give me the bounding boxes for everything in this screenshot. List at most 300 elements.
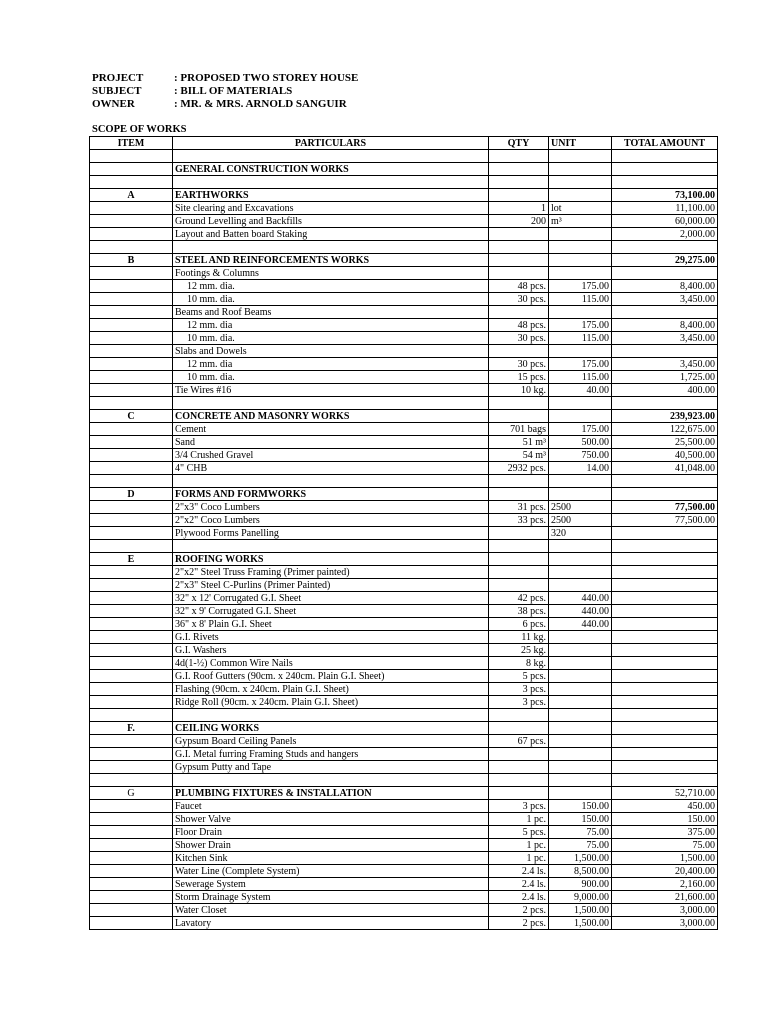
particulars-cell: Site clearing and Excavations xyxy=(173,202,489,215)
total-amount-cell: 8,400.00 xyxy=(612,280,718,293)
particulars-cell: Ground Levelling and Backfills xyxy=(173,215,489,228)
item-cell xyxy=(90,670,173,683)
qty-cell: 33 pcs. xyxy=(489,514,549,527)
empty-cell xyxy=(612,540,718,553)
item-cell xyxy=(90,345,173,358)
table-row xyxy=(90,332,718,345)
total-amount-cell xyxy=(612,748,718,761)
table-row xyxy=(90,826,718,839)
qty-cell xyxy=(489,553,549,566)
unit-cell: 440.00 xyxy=(549,618,612,631)
total-amount-cell: 29,275.00 xyxy=(612,254,718,267)
total-amount-cell: 3,450.00 xyxy=(612,332,718,345)
qty-cell: 48 pcs. xyxy=(489,280,549,293)
column-header-unit: UNIT xyxy=(549,137,612,150)
unit-cell xyxy=(549,748,612,761)
item-cell: F. xyxy=(90,722,173,735)
total-amount-cell xyxy=(612,267,718,280)
total-amount-cell: 3,450.00 xyxy=(612,293,718,306)
empty-cell xyxy=(90,774,173,787)
item-cell xyxy=(90,852,173,865)
empty-cell xyxy=(90,475,173,488)
empty-cell xyxy=(173,176,489,189)
section-row xyxy=(90,254,718,267)
total-amount-cell xyxy=(612,631,718,644)
qty-cell: 31 pcs. xyxy=(489,501,549,514)
unit-cell xyxy=(549,345,612,358)
total-amount-cell xyxy=(612,566,718,579)
item-cell xyxy=(90,865,173,878)
empty-cell xyxy=(173,241,489,254)
qty-cell: 25 kg. xyxy=(489,644,549,657)
particulars-cell: CEILING WORKS xyxy=(173,722,489,735)
total-amount-cell xyxy=(612,488,718,501)
item-cell xyxy=(90,566,173,579)
particulars-cell: Gypsum Putty and Tape xyxy=(173,761,489,774)
empty-cell xyxy=(489,709,549,722)
unit-cell: 1,500.00 xyxy=(549,904,612,917)
total-amount-cell: 450.00 xyxy=(612,800,718,813)
particulars-cell: 2"x2" Steel Truss Framing (Primer painted) xyxy=(173,566,489,579)
qty-cell xyxy=(489,189,549,202)
unit-cell xyxy=(549,228,612,241)
qty-cell: 3 pcs. xyxy=(489,696,549,709)
empty-cell xyxy=(489,241,549,254)
item-cell xyxy=(90,696,173,709)
item-cell xyxy=(90,813,173,826)
item-cell xyxy=(90,657,173,670)
total-amount-cell xyxy=(612,761,718,774)
qty-cell xyxy=(489,306,549,319)
column-header-total-amount: TOTAL AMOUNT xyxy=(612,137,718,150)
item-cell xyxy=(90,748,173,761)
total-amount-cell xyxy=(612,527,718,540)
qty-cell xyxy=(489,488,549,501)
item-cell xyxy=(90,579,173,592)
unit-cell: 750.00 xyxy=(549,449,612,462)
item-cell xyxy=(90,332,173,345)
table-row xyxy=(90,267,718,280)
unit-cell xyxy=(549,761,612,774)
table-row xyxy=(90,345,718,358)
table-row xyxy=(90,670,718,683)
unit-cell: lot xyxy=(549,202,612,215)
qty-cell: 701 bags xyxy=(489,423,549,436)
empty-cell xyxy=(549,709,612,722)
particulars-cell: Storm Drainage System xyxy=(173,891,489,904)
particulars-cell: PLUMBING FIXTURES & INSTALLATION xyxy=(173,787,489,800)
item-cell xyxy=(90,371,173,384)
empty-cell xyxy=(549,150,612,163)
total-amount-cell xyxy=(612,579,718,592)
particulars-cell: Slabs and Dowels xyxy=(173,345,489,358)
item-cell xyxy=(90,800,173,813)
unit-cell: 150.00 xyxy=(549,800,612,813)
item-cell xyxy=(90,826,173,839)
particulars-cell: Lavatory xyxy=(173,917,489,930)
blank-row xyxy=(90,150,718,163)
item-cell xyxy=(90,384,173,397)
total-amount-cell xyxy=(612,657,718,670)
empty-cell xyxy=(90,709,173,722)
qty-cell xyxy=(489,254,549,267)
total-amount-cell: 77,500.00 xyxy=(612,514,718,527)
item-cell xyxy=(90,514,173,527)
particulars-cell: Sewerage System xyxy=(173,878,489,891)
section-row xyxy=(90,189,718,202)
total-amount-cell: 2,000.00 xyxy=(612,228,718,241)
unit-cell: 75.00 xyxy=(549,826,612,839)
item-cell xyxy=(90,527,173,540)
particulars-cell: Flashing (90cm. x 240cm. Plain G.I. Sheet) xyxy=(173,683,489,696)
blank-row xyxy=(90,475,718,488)
empty-cell xyxy=(90,150,173,163)
table-row xyxy=(90,631,718,644)
item-cell xyxy=(90,735,173,748)
table-row xyxy=(90,449,718,462)
particulars-cell: 10 mm. dia. xyxy=(173,293,489,306)
particulars-cell: 4" CHB xyxy=(173,462,489,475)
total-amount-cell: 122,675.00 xyxy=(612,423,718,436)
blank-row xyxy=(90,241,718,254)
empty-cell xyxy=(549,397,612,410)
total-amount-cell: 25,500.00 xyxy=(612,436,718,449)
empty-cell xyxy=(489,540,549,553)
table-row xyxy=(90,462,718,475)
particulars-cell: G.I. Metal furring Framing Studs and hangers xyxy=(173,748,489,761)
item-cell xyxy=(90,436,173,449)
table-row xyxy=(90,592,718,605)
unit-cell: 9,000.00 xyxy=(549,891,612,904)
table-row xyxy=(90,228,718,241)
qty-cell xyxy=(489,579,549,592)
table-row xyxy=(90,761,718,774)
section-row xyxy=(90,553,718,566)
table-row xyxy=(90,618,718,631)
unit-cell xyxy=(549,163,612,176)
blank-row xyxy=(90,176,718,189)
qty-cell xyxy=(489,228,549,241)
particulars-cell: 12 mm. dia xyxy=(173,358,489,371)
total-amount-cell xyxy=(612,683,718,696)
unit-cell: 40.00 xyxy=(549,384,612,397)
owner-value: : MR. & MRS. ARNOLD SANGUIR xyxy=(174,98,347,110)
total-amount-cell: 2,160.00 xyxy=(612,878,718,891)
qty-cell xyxy=(489,345,549,358)
empty-cell xyxy=(173,150,489,163)
particulars-cell: STEEL AND REINFORCEMENTS WORKS xyxy=(173,254,489,267)
table-row xyxy=(90,371,718,384)
total-amount-cell xyxy=(612,618,718,631)
unit-cell: 14.00 xyxy=(549,462,612,475)
table-row xyxy=(90,696,718,709)
table-row xyxy=(90,683,718,696)
particulars-cell: FORMS AND FORMWORKS xyxy=(173,488,489,501)
subject-value: : BILL OF MATERIALS xyxy=(174,85,293,97)
item-cell xyxy=(90,319,173,332)
unit-cell xyxy=(549,670,612,683)
table-row xyxy=(90,813,718,826)
qty-cell: 6 pcs. xyxy=(489,618,549,631)
qty-cell: 11 kg. xyxy=(489,631,549,644)
table-row xyxy=(90,579,718,592)
scope-title: SCOPE OF WORKS xyxy=(92,124,187,135)
unit-cell: 150.00 xyxy=(549,813,612,826)
section-row xyxy=(90,163,718,176)
particulars-cell: 12 mm. dia. xyxy=(173,280,489,293)
qty-cell: 30 pcs. xyxy=(489,332,549,345)
project-label: PROJECT xyxy=(92,72,144,84)
item-cell xyxy=(90,891,173,904)
qty-cell: 10 kg. xyxy=(489,384,549,397)
unit-cell: 175.00 xyxy=(549,358,612,371)
unit-cell xyxy=(549,631,612,644)
empty-cell xyxy=(489,774,549,787)
particulars-cell: 32" x 12' Corrugated G.I. Sheet xyxy=(173,592,489,605)
qty-cell: 54 m³ xyxy=(489,449,549,462)
total-amount-cell xyxy=(612,644,718,657)
item-cell: E xyxy=(90,553,173,566)
blank-row xyxy=(90,709,718,722)
total-amount-cell: 21,600.00 xyxy=(612,891,718,904)
item-cell xyxy=(90,163,173,176)
table-row xyxy=(90,605,718,618)
qty-cell xyxy=(489,722,549,735)
particulars-cell: GENERAL CONSTRUCTION WORKS xyxy=(173,163,489,176)
item-cell xyxy=(90,644,173,657)
total-amount-cell xyxy=(612,345,718,358)
qty-cell: 2 pcs. xyxy=(489,904,549,917)
table-row xyxy=(90,358,718,371)
unit-cell xyxy=(549,696,612,709)
qty-cell: 1 xyxy=(489,202,549,215)
table-row xyxy=(90,865,718,878)
qty-cell xyxy=(489,410,549,423)
bill-of-materials-table xyxy=(89,136,718,930)
particulars-cell: CONCRETE AND MASONRY WORKS xyxy=(173,410,489,423)
column-header-item: ITEM xyxy=(90,137,173,150)
unit-cell: 115.00 xyxy=(549,293,612,306)
item-cell: C xyxy=(90,410,173,423)
blank-row xyxy=(90,774,718,787)
particulars-cell: 2"x3" Steel C-Purlins (Primer Painted) xyxy=(173,579,489,592)
table-row xyxy=(90,202,718,215)
unit-cell xyxy=(549,566,612,579)
item-cell xyxy=(90,267,173,280)
qty-cell: 42 pcs. xyxy=(489,592,549,605)
empty-cell xyxy=(489,475,549,488)
particulars-cell: Tie Wires #16 xyxy=(173,384,489,397)
particulars-cell: 36" x 8' Plain G.I. Sheet xyxy=(173,618,489,631)
empty-cell xyxy=(489,397,549,410)
section-row xyxy=(90,787,718,800)
particulars-cell: Water Line (Complete System) xyxy=(173,865,489,878)
project-value: : PROPOSED TWO STOREY HOUSE xyxy=(174,72,359,84)
qty-cell: 2.4 ls. xyxy=(489,878,549,891)
particulars-cell: EARTHWORKS xyxy=(173,189,489,202)
table-row xyxy=(90,852,718,865)
total-amount-cell xyxy=(612,163,718,176)
table-row xyxy=(90,319,718,332)
particulars-cell: Gypsum Board Ceiling Panels xyxy=(173,735,489,748)
unit-cell: 115.00 xyxy=(549,371,612,384)
particulars-cell: Ridge Roll (90cm. x 240cm. Plain G.I. Sheet) xyxy=(173,696,489,709)
particulars-cell: 32" x 9' Corrugated G.I. Sheet xyxy=(173,605,489,618)
table-row xyxy=(90,436,718,449)
empty-cell xyxy=(612,774,718,787)
qty-cell: 1 pc. xyxy=(489,839,549,852)
particulars-cell: Beams and Roof Beams xyxy=(173,306,489,319)
total-amount-cell: 52,710.00 xyxy=(612,787,718,800)
total-amount-cell: 11,100.00 xyxy=(612,202,718,215)
item-cell xyxy=(90,280,173,293)
total-amount-cell xyxy=(612,670,718,683)
empty-cell xyxy=(612,397,718,410)
particulars-cell: Faucet xyxy=(173,800,489,813)
qty-cell xyxy=(489,267,549,280)
unit-cell xyxy=(549,254,612,267)
qty-cell: 67 pcs. xyxy=(489,735,549,748)
item-cell xyxy=(90,215,173,228)
item-cell: G xyxy=(90,787,173,800)
unit-cell: 900.00 xyxy=(549,878,612,891)
qty-cell: 5 pcs. xyxy=(489,826,549,839)
empty-cell xyxy=(549,176,612,189)
item-cell: A xyxy=(90,189,173,202)
table-row xyxy=(90,293,718,306)
qty-cell: 8 kg. xyxy=(489,657,549,670)
item-cell xyxy=(90,228,173,241)
particulars-cell: Cement xyxy=(173,423,489,436)
particulars-cell: Layout and Batten board Staking xyxy=(173,228,489,241)
unit-cell: 320 xyxy=(549,527,612,540)
particulars-cell: Shower Valve xyxy=(173,813,489,826)
table-row xyxy=(90,527,718,540)
total-amount-cell: 20,400.00 xyxy=(612,865,718,878)
item-cell xyxy=(90,293,173,306)
item-cell xyxy=(90,878,173,891)
empty-cell xyxy=(612,176,718,189)
particulars-cell: G.I. Rivets xyxy=(173,631,489,644)
owner-label: OWNER xyxy=(92,98,135,110)
subject-label: SUBJECT xyxy=(92,85,142,97)
unit-cell xyxy=(549,722,612,735)
item-cell xyxy=(90,449,173,462)
unit-cell xyxy=(549,306,612,319)
total-amount-cell: 1,725.00 xyxy=(612,371,718,384)
qty-cell: 5 pcs. xyxy=(489,670,549,683)
total-amount-cell xyxy=(612,592,718,605)
qty-cell: 1 pc. xyxy=(489,813,549,826)
total-amount-cell xyxy=(612,722,718,735)
qty-cell: 3 pcs. xyxy=(489,683,549,696)
unit-cell: 440.00 xyxy=(549,605,612,618)
unit-cell xyxy=(549,579,612,592)
total-amount-cell: 77,500.00 xyxy=(612,501,718,514)
qty-cell: 38 pcs. xyxy=(489,605,549,618)
item-cell xyxy=(90,501,173,514)
total-amount-cell xyxy=(612,306,718,319)
qty-cell xyxy=(489,761,549,774)
empty-cell xyxy=(489,150,549,163)
table-row xyxy=(90,514,718,527)
table-row xyxy=(90,839,718,852)
unit-cell: 2500 xyxy=(549,501,612,514)
unit-cell xyxy=(549,644,612,657)
qty-cell: 48 pcs. xyxy=(489,319,549,332)
table-row xyxy=(90,384,718,397)
unit-cell xyxy=(549,267,612,280)
empty-cell xyxy=(90,397,173,410)
total-amount-cell xyxy=(612,605,718,618)
total-amount-cell: 3,450.00 xyxy=(612,358,718,371)
particulars-cell: Floor Drain xyxy=(173,826,489,839)
unit-cell xyxy=(549,553,612,566)
header-project xyxy=(92,72,358,85)
particulars-cell: Shower Drain xyxy=(173,839,489,852)
table-row xyxy=(90,306,718,319)
qty-cell xyxy=(489,748,549,761)
empty-cell xyxy=(549,774,612,787)
unit-cell: 8,500.00 xyxy=(549,865,612,878)
qty-cell xyxy=(489,527,549,540)
total-amount-cell: 3,000.00 xyxy=(612,904,718,917)
empty-cell xyxy=(90,540,173,553)
total-amount-cell: 75.00 xyxy=(612,839,718,852)
unit-cell xyxy=(549,735,612,748)
particulars-cell: Water Closet xyxy=(173,904,489,917)
table-row xyxy=(90,904,718,917)
item-cell xyxy=(90,631,173,644)
item-cell xyxy=(90,618,173,631)
empty-cell xyxy=(90,176,173,189)
table-row xyxy=(90,878,718,891)
table-row xyxy=(90,735,718,748)
particulars-cell: Sand xyxy=(173,436,489,449)
item-cell: D xyxy=(90,488,173,501)
qty-cell: 2932 pcs. xyxy=(489,462,549,475)
item-cell xyxy=(90,462,173,475)
particulars-cell: 10 mm. dia. xyxy=(173,332,489,345)
total-amount-cell: 40,500.00 xyxy=(612,449,718,462)
empty-cell xyxy=(173,397,489,410)
unit-cell: 1,500.00 xyxy=(549,852,612,865)
blank-row xyxy=(90,540,718,553)
table-row xyxy=(90,644,718,657)
qty-cell: 30 pcs. xyxy=(489,358,549,371)
column-header-row xyxy=(90,137,718,150)
qty-cell xyxy=(489,787,549,800)
unit-cell: 115.00 xyxy=(549,332,612,345)
empty-cell xyxy=(173,709,489,722)
column-header-qty: QTY xyxy=(489,137,549,150)
particulars-cell: 10 mm. dia. xyxy=(173,371,489,384)
total-amount-cell: 239,923.00 xyxy=(612,410,718,423)
empty-cell xyxy=(173,774,489,787)
qty-cell: 2.4 ls. xyxy=(489,865,549,878)
total-amount-cell: 8,400.00 xyxy=(612,319,718,332)
header-subject xyxy=(92,85,292,98)
qty-cell: 1 pc. xyxy=(489,852,549,865)
qty-cell xyxy=(489,163,549,176)
unit-cell: 440.00 xyxy=(549,592,612,605)
particulars-cell: 12 mm. dia xyxy=(173,319,489,332)
qty-cell xyxy=(489,566,549,579)
item-cell xyxy=(90,683,173,696)
total-amount-cell: 150.00 xyxy=(612,813,718,826)
particulars-cell: Footings & Columns xyxy=(173,267,489,280)
item-cell xyxy=(90,917,173,930)
